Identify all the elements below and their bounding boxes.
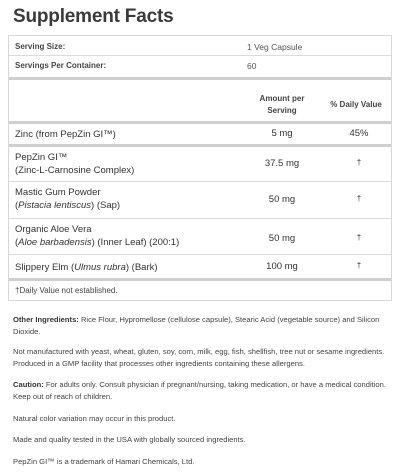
nutrient-daily-value: † (356, 233, 362, 242)
nutrient-daily-value: 45% (349, 128, 369, 139)
supplement-facts-panel (8, 35, 392, 301)
nutrient-name-prefix: Slippery Elm ( (15, 262, 75, 273)
nutrient-amount: 100 mg (266, 261, 298, 272)
made-in-statement: Made and quality tested in the USA with globally sourced ingredients. (13, 435, 246, 444)
nutrient-name-line1: PepZin GI™ (15, 152, 68, 163)
daily-value-footnote: †Daily Value not established. (15, 286, 118, 295)
nutrient-latin-name: Pistacia lentiscus (18, 200, 92, 211)
nutrient-amount: 37.5 mg (264, 158, 300, 169)
divider-thick (9, 144, 391, 147)
trademark-statement: PepZin GI™ is a trademark of Hamari Chemicals, Ltd. (13, 457, 195, 466)
nutrient-latin-name: Ulmus rubra (74, 262, 126, 273)
nutrient-daily-value: † (356, 194, 362, 203)
nutrient-name (15, 261, 158, 274)
serving-size-label: Serving Size: (15, 42, 66, 51)
amount-header-line2: Serving (267, 106, 297, 115)
nutrient-name: Organic Aloe Vera (Aloe barbadensis) (Inner Leaf) (200:1) (15, 224, 180, 248)
divider-thick (9, 278, 391, 281)
nutrient-daily-value: † (356, 158, 362, 167)
divider (9, 218, 391, 219)
nutrient-latin-name: Aloe barbadensis (18, 237, 92, 248)
nutrient-name-suffix: ) (Bark) (125, 262, 158, 273)
caution-label: Caution: (13, 380, 44, 389)
other-ingredients-label: Other Ingredients: (13, 315, 79, 324)
amount-per-serving-header (237, 93, 327, 117)
divider (9, 55, 391, 56)
daily-value-header: % Daily Value (330, 100, 382, 109)
nutrient-amount: 50 mg (268, 233, 296, 244)
nutrient-name-line1: Organic Aloe Vera (15, 224, 92, 235)
nutrient-name-line1: Mastic Gum Powder (15, 187, 101, 198)
nutrient-amount: 5 mg (271, 128, 293, 139)
divider (9, 181, 391, 182)
nutrient-daily-value: † (356, 261, 362, 270)
nutrient-name-suffix: ) (Sap) (91, 200, 121, 211)
nutrient-name-suffix: ) (Inner Leaf) (200:1) (91, 237, 180, 248)
nutrient-name-line2: (Zinc-L-Carnosine Complex) (15, 165, 135, 176)
nutrient-name: Zinc (from PepZin GI™) (15, 129, 116, 140)
servings-per-container-label: Servings Per Container: (15, 61, 107, 70)
divider-thick (9, 121, 391, 124)
divider-thick (9, 77, 391, 80)
nutrient-name (15, 151, 134, 177)
divider (9, 254, 391, 255)
caution-text: For adults only. Consult physician if pregnant/nursing, taking medication, or have a medical condition. Keep out of reach of children. (13, 380, 386, 401)
nutrient-name: Mastic Gum Powder (Pistacia lentiscus) (Sap) (15, 187, 121, 211)
amount-header-line1: Amount per (259, 94, 305, 103)
serving-size-value: 1 Veg Capsule (247, 42, 303, 52)
servings-per-container-value: 60 (247, 61, 257, 71)
other-ingredients (13, 314, 387, 337)
nutrient-amount: 50 mg (268, 194, 296, 205)
other-ingredients-text: Rice Flour, Hypromellose (cellulose capsule), Stearic Acid (vegetable source) and Silicon Dioxide. (13, 315, 380, 336)
caution-statement (13, 379, 387, 402)
page-title: Supplement Facts (13, 6, 174, 27)
color-variation-note: Natural color variation may occur in this product. (13, 414, 176, 423)
allergen-statement: Not manufactured with yeast, wheat, gluten, soy, corn, milk, egg, fish, shellfish, tree nut or sesame ingredients. Produced in a GMP facility that processes other ingredients containing these allergens. (13, 347, 385, 368)
